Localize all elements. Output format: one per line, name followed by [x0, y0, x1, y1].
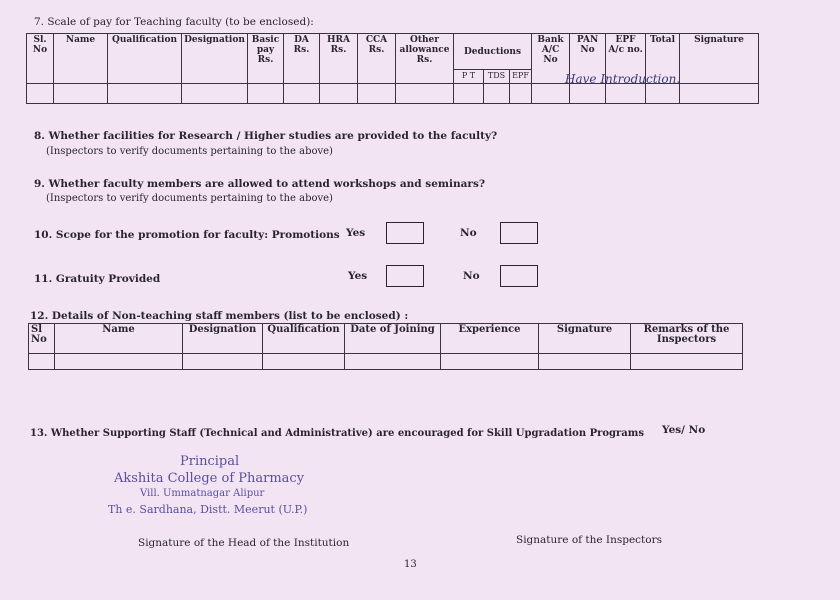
stamp-village: Vill. Ummatnagar Alipur	[140, 488, 265, 499]
col-name: Name	[54, 34, 108, 84]
col-cca: CCA Rs.	[358, 34, 396, 84]
teaching-pay-table	[26, 33, 759, 104]
q9-note: (Inspectors to verify documents pertaining to the above)	[46, 193, 333, 204]
col-epf-ac: EPF A/c no.	[606, 34, 646, 84]
col-pan: PAN No	[570, 34, 606, 84]
q11-yes-checkbox[interactable]	[386, 265, 424, 287]
col-total: Total	[646, 34, 680, 84]
col-sl: Sl. No	[27, 34, 54, 84]
col-bank-ac: Bank A/C No	[532, 34, 570, 84]
head-signature-label: Signature of the Head of the Institution	[138, 537, 350, 549]
col-signature: Signature	[680, 34, 759, 84]
handwritten-note: Have Introduction.	[565, 72, 681, 86]
col-qualification: Qualification	[263, 324, 345, 354]
col-basic-pay: Basic pay Rs.	[248, 34, 284, 84]
non-teaching-table	[28, 323, 743, 370]
col-name: Name	[55, 324, 183, 354]
q11-yes-label: Yes	[348, 270, 368, 282]
q11-no-checkbox[interactable]	[500, 265, 538, 287]
col-hra: HRA Rs.	[320, 34, 358, 84]
stamp-college: Akshita College of Pharmacy	[114, 471, 305, 486]
q10-yes-label: Yes	[346, 227, 366, 239]
q13-answer: Yes/ No	[662, 424, 706, 436]
col-experience: Experience	[441, 324, 539, 354]
q11-no-label: No	[463, 270, 480, 282]
col-remarks: Remarks of the Inspectors	[631, 324, 743, 354]
q10-yes-checkbox[interactable]	[386, 222, 424, 244]
inspector-signature-label: Signature of the Inspectors	[516, 534, 662, 546]
q8-title: 8. Whether facilities for Research / Higher studies are provided to the faculty?	[34, 130, 498, 142]
col-qualification: Qualification	[108, 34, 182, 84]
q11-title: 11. Gratuity Provided	[34, 273, 161, 285]
q10-no-label: No	[460, 227, 477, 239]
q12-title: 12. Details of Non-teaching staff members (list to be enclosed) :	[30, 310, 409, 322]
col-designation: Designation	[183, 324, 263, 354]
col-other-allowance: Other allowance Rs.	[396, 34, 454, 84]
stamp-address: Th e. Sardhana, Distt. Meerut (U.P.)	[108, 503, 308, 516]
col-da: DA Rs.	[284, 34, 320, 84]
q10-no-checkbox[interactable]	[500, 222, 538, 244]
col-tds: TDS	[484, 70, 510, 84]
col-pt: P T	[454, 70, 484, 84]
q7-title: 7. Scale of pay for Teaching faculty (to be enclosed):	[34, 16, 314, 28]
col-deductions: Deductions	[454, 34, 532, 70]
q10-title: 10. Scope for the promotion for faculty: Promotions	[34, 229, 340, 241]
q8-note: (Inspectors to verify documents pertaining to the above)	[46, 146, 333, 157]
page-number: 13	[404, 559, 417, 570]
col-signature: Signature	[539, 324, 631, 354]
q13-title: 13. Whether Supporting Staff (Technical and Administrative) are encouraged for Skill Upgradation Programs	[30, 428, 644, 439]
col-designation: Designation	[182, 34, 248, 84]
table-row	[27, 84, 759, 104]
table-row	[29, 354, 743, 370]
col-date-of-joining: Date of Joining	[345, 324, 441, 354]
q9-title: 9. Whether faculty members are allowed to attend workshops and seminars?	[34, 178, 486, 190]
col-sl: Sl No	[29, 324, 55, 354]
col-epf: EPF	[510, 70, 532, 84]
stamp-principal: Principal	[180, 454, 240, 469]
